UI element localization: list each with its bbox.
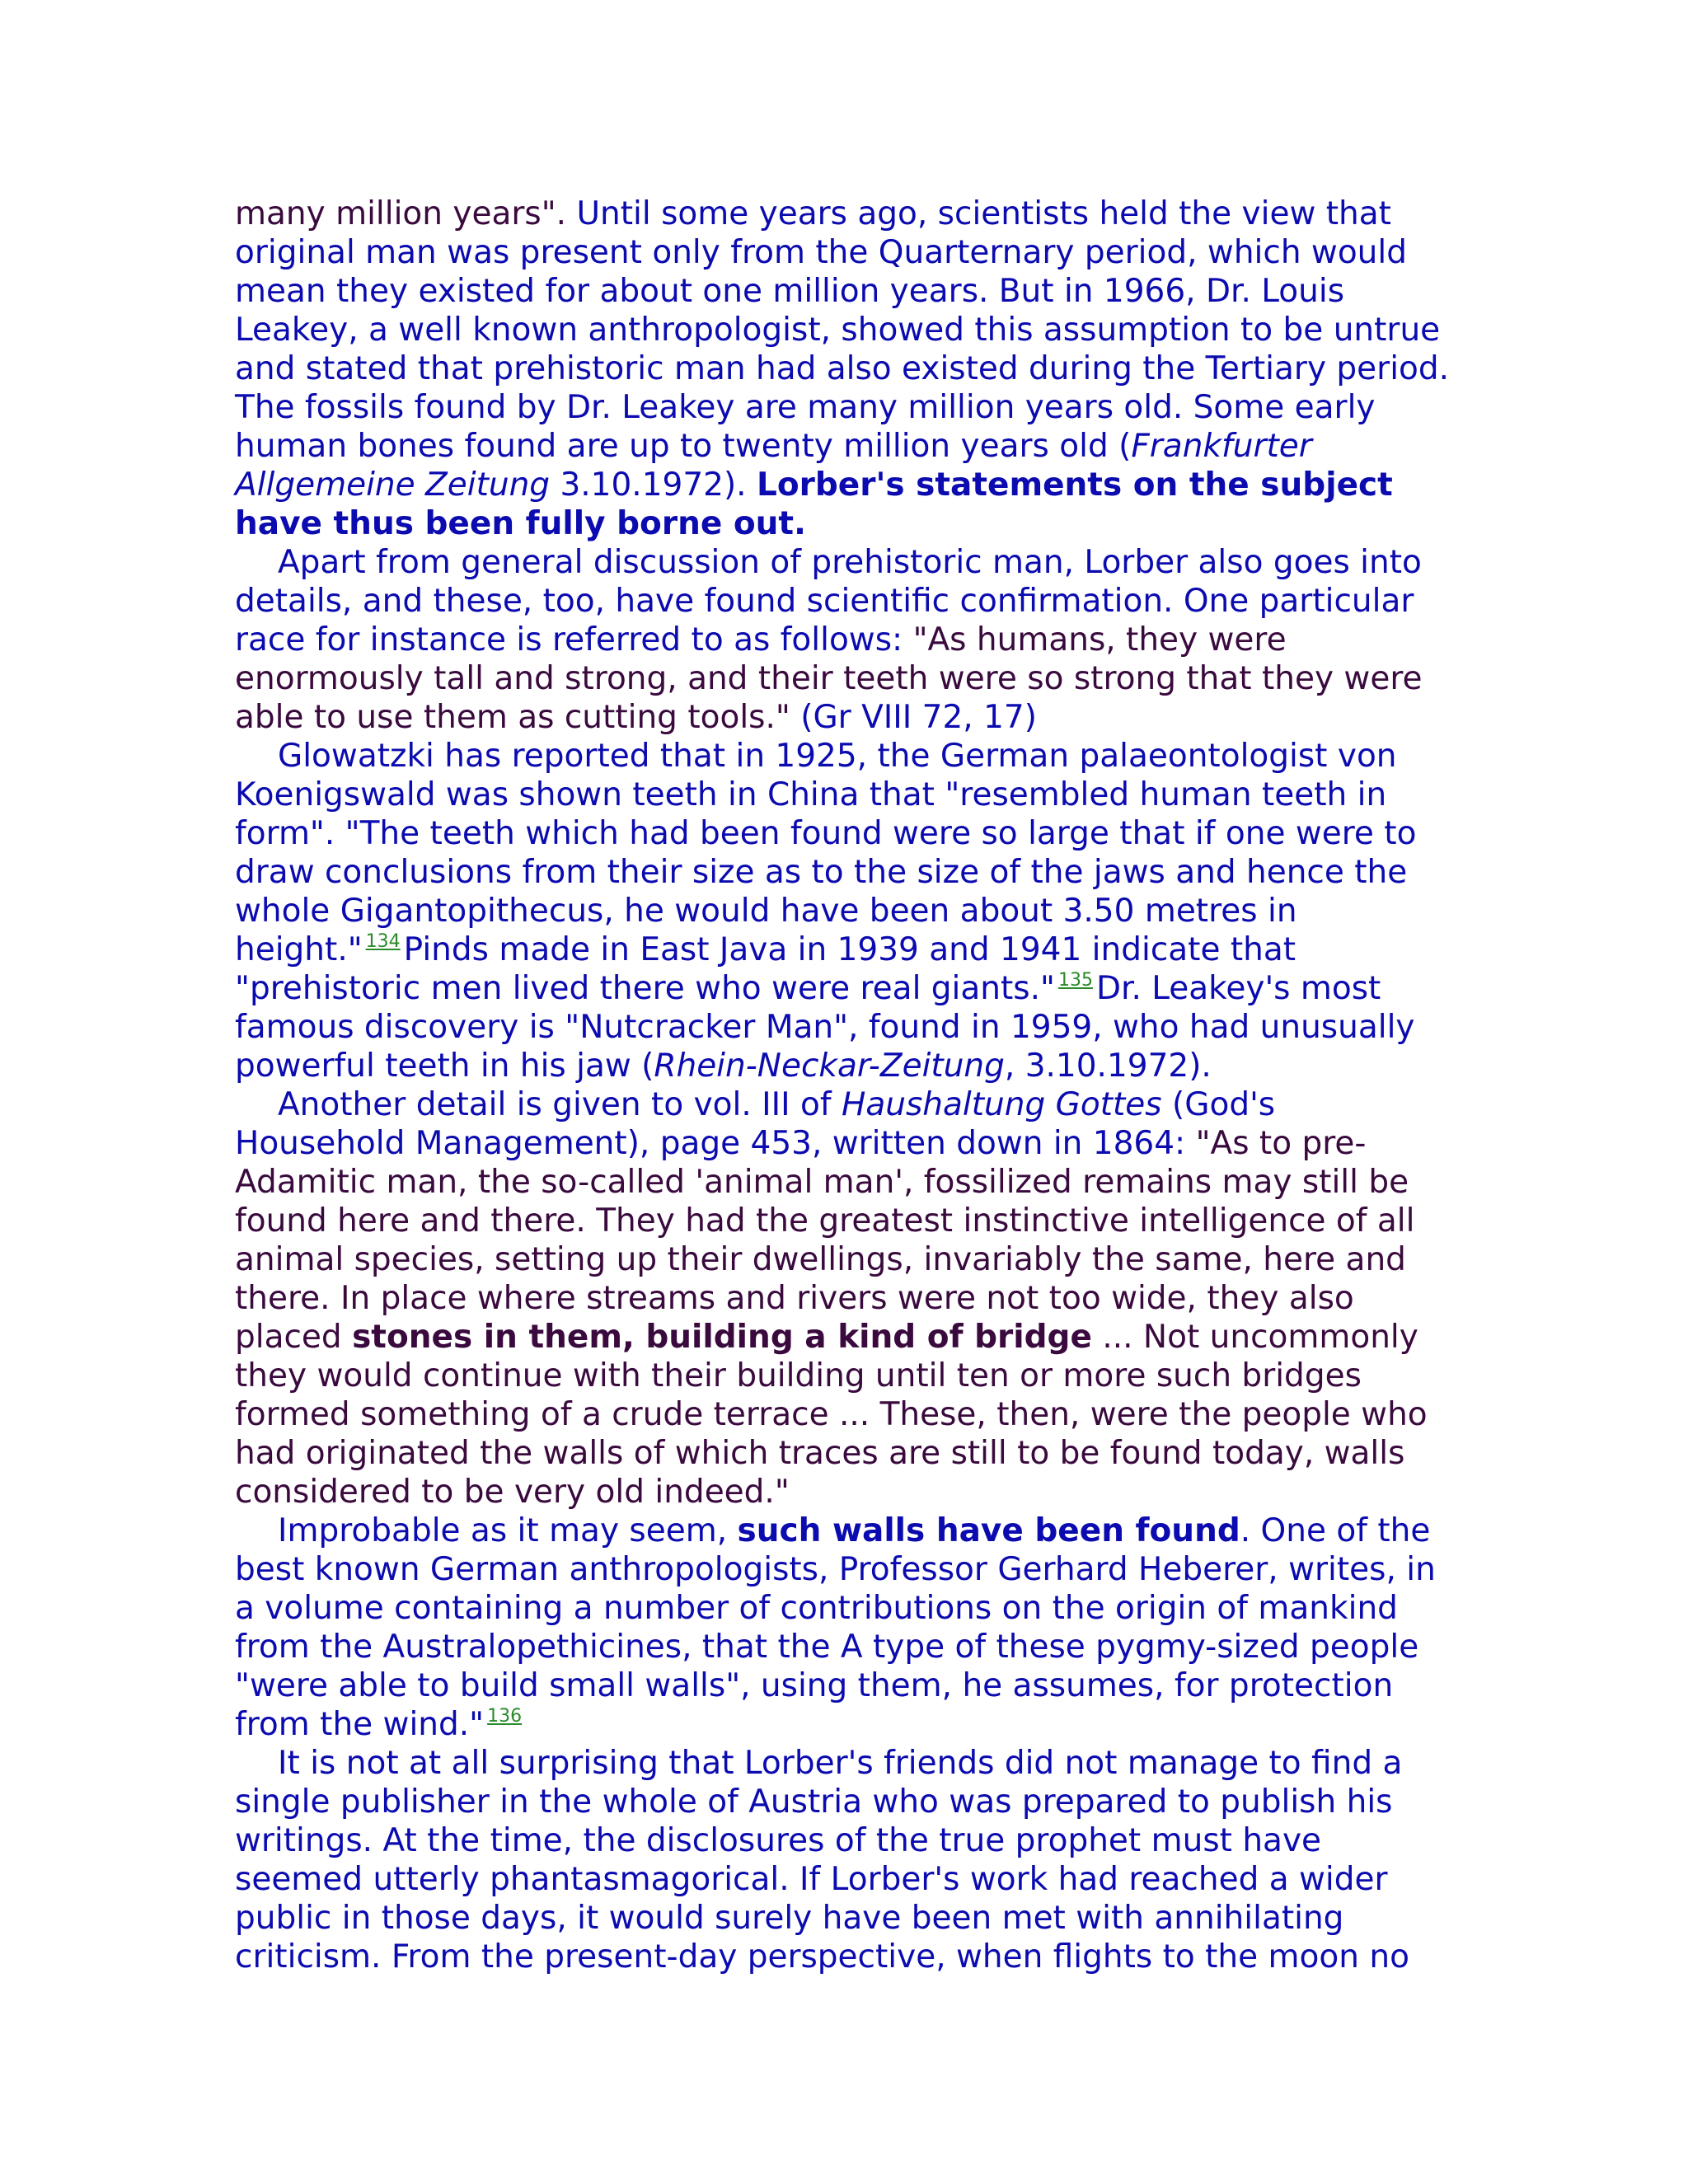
body-text: Apart from general discussion of prehistoric man, Lorber also goes into details, and these, too, have found scientific confirmation. One particular race for instance is referred to as follows: [235, 544, 1422, 658]
body-text: 3.10.1972). [550, 466, 757, 504]
emphasis-text: such walls have been found [737, 1512, 1240, 1549]
quote-text: ... Not uncommonly they would continue with their building until ten or more such bridges formed something of a crude terrace ... These, then, were the people who had originated the walls of which traces are still to be found today, walls considered to be very old indeed." [235, 1319, 1428, 1511]
body-text: Pinds made in East Java in 1939 and 1941 indicate that "prehistoric men lived there who were real giants." [235, 931, 1296, 1007]
body-text: (God's Household Management), page 453, written down in 1864: [235, 1086, 1276, 1162]
paragraph-3 [235, 737, 1455, 1085]
quote-emphasis: stones in them, building a kind of bridge [352, 1319, 1092, 1356]
paragraph-5 [235, 1511, 1455, 1744]
body-text: Until some years ago, scientists held the view that original man was present only from the Quarternary period, which would mean they existed for about one million years. But in 1966, Dr. Louis Leakey, a well known anthropologist, showed this assumption to be untrue and stated that prehistoric man had also existed during the Tertiary period. The fossils found by Dr. Leakey are many million years old. Some early human bones found are up to twenty million years old ( [235, 195, 1450, 465]
body-text: , 3.10.1972). [1004, 1047, 1212, 1085]
body-text: Improbable as it may seem, [278, 1512, 738, 1549]
paragraph-1 [235, 194, 1455, 543]
emphasis-text: Lorber's statements on the subject have thus been fully borne out. [235, 466, 1393, 542]
body-text: (Gr VIII 72, 17) [790, 699, 1037, 736]
document-page [235, 194, 1455, 1976]
quote-text: "As humans, they were enormously tall and strong, and their teeth were so strong that they were able to use them as cutting tools." [235, 621, 1423, 736]
body-text: Glowatzki has reported that in 1925, the German palaeontologist von Koenigswald was shown teeth in China that "resembled human teeth in form". "The teeth which had been found were so large that if one were to draw conclusions from their size as to the size of the jaws and hence the whole Gigantopithecus, he would have been about 3.50 metres in height." [235, 738, 1417, 968]
paragraph-6 [235, 1744, 1455, 1976]
citation-title: Frankfurter Allgemeine Zeitung [235, 428, 1312, 504]
body-text: Dr. Leakey's most famous discovery is "Nutcracker Man", found in 1959, who had unusually powerful teeth in his jaw ( [235, 970, 1415, 1085]
footnote-link-135[interactable]: 135 [1057, 970, 1093, 991]
book-title: Haushaltung Gottes [842, 1086, 1162, 1123]
body-text: . One of the best known German anthropologists, Professor Gerhard Heberer, writes, in a volume containing a number of contributions on the origin of mankind from the Australopethicines, that the A type of these pygmy-sized people "were able to build small walls", using them, he assumes, for protection from the wind." [235, 1512, 1436, 1743]
citation-title: Rhein-Neckar-Zeitung [654, 1047, 1005, 1085]
body-text: It is not at all surprising that Lorber's friends did not manage to find a single publisher in the whole of Austria who was prepared to publish his writings. At the time, the disclosures of the true prophet must have seemed utterly phantasmagorical. If Lorber's work had reached a wider public in those days, it would surely have been met with annihilating criticism. From the present-day perspective, when flights to the moon no [235, 1745, 1409, 1975]
quote-fragment: many million years". [235, 195, 567, 232]
paragraph-4 [235, 1085, 1455, 1511]
footnote-link-134[interactable]: 134 [365, 931, 401, 952]
paragraph-2 [235, 543, 1455, 737]
quote-text: "As to pre-Adamitic man, the so-called 'animal man', fossilized remains may still be found here and there. They had the greatest instinctive intelligence of all animal species, setting up their dwellings, invariably the same, here and there. In place where streams and rivers were not too wide, they also placed [235, 1125, 1415, 1356]
footnote-link-136[interactable]: 136 [487, 1706, 523, 1727]
body-text: Another detail is given to vol. III of [278, 1086, 842, 1123]
